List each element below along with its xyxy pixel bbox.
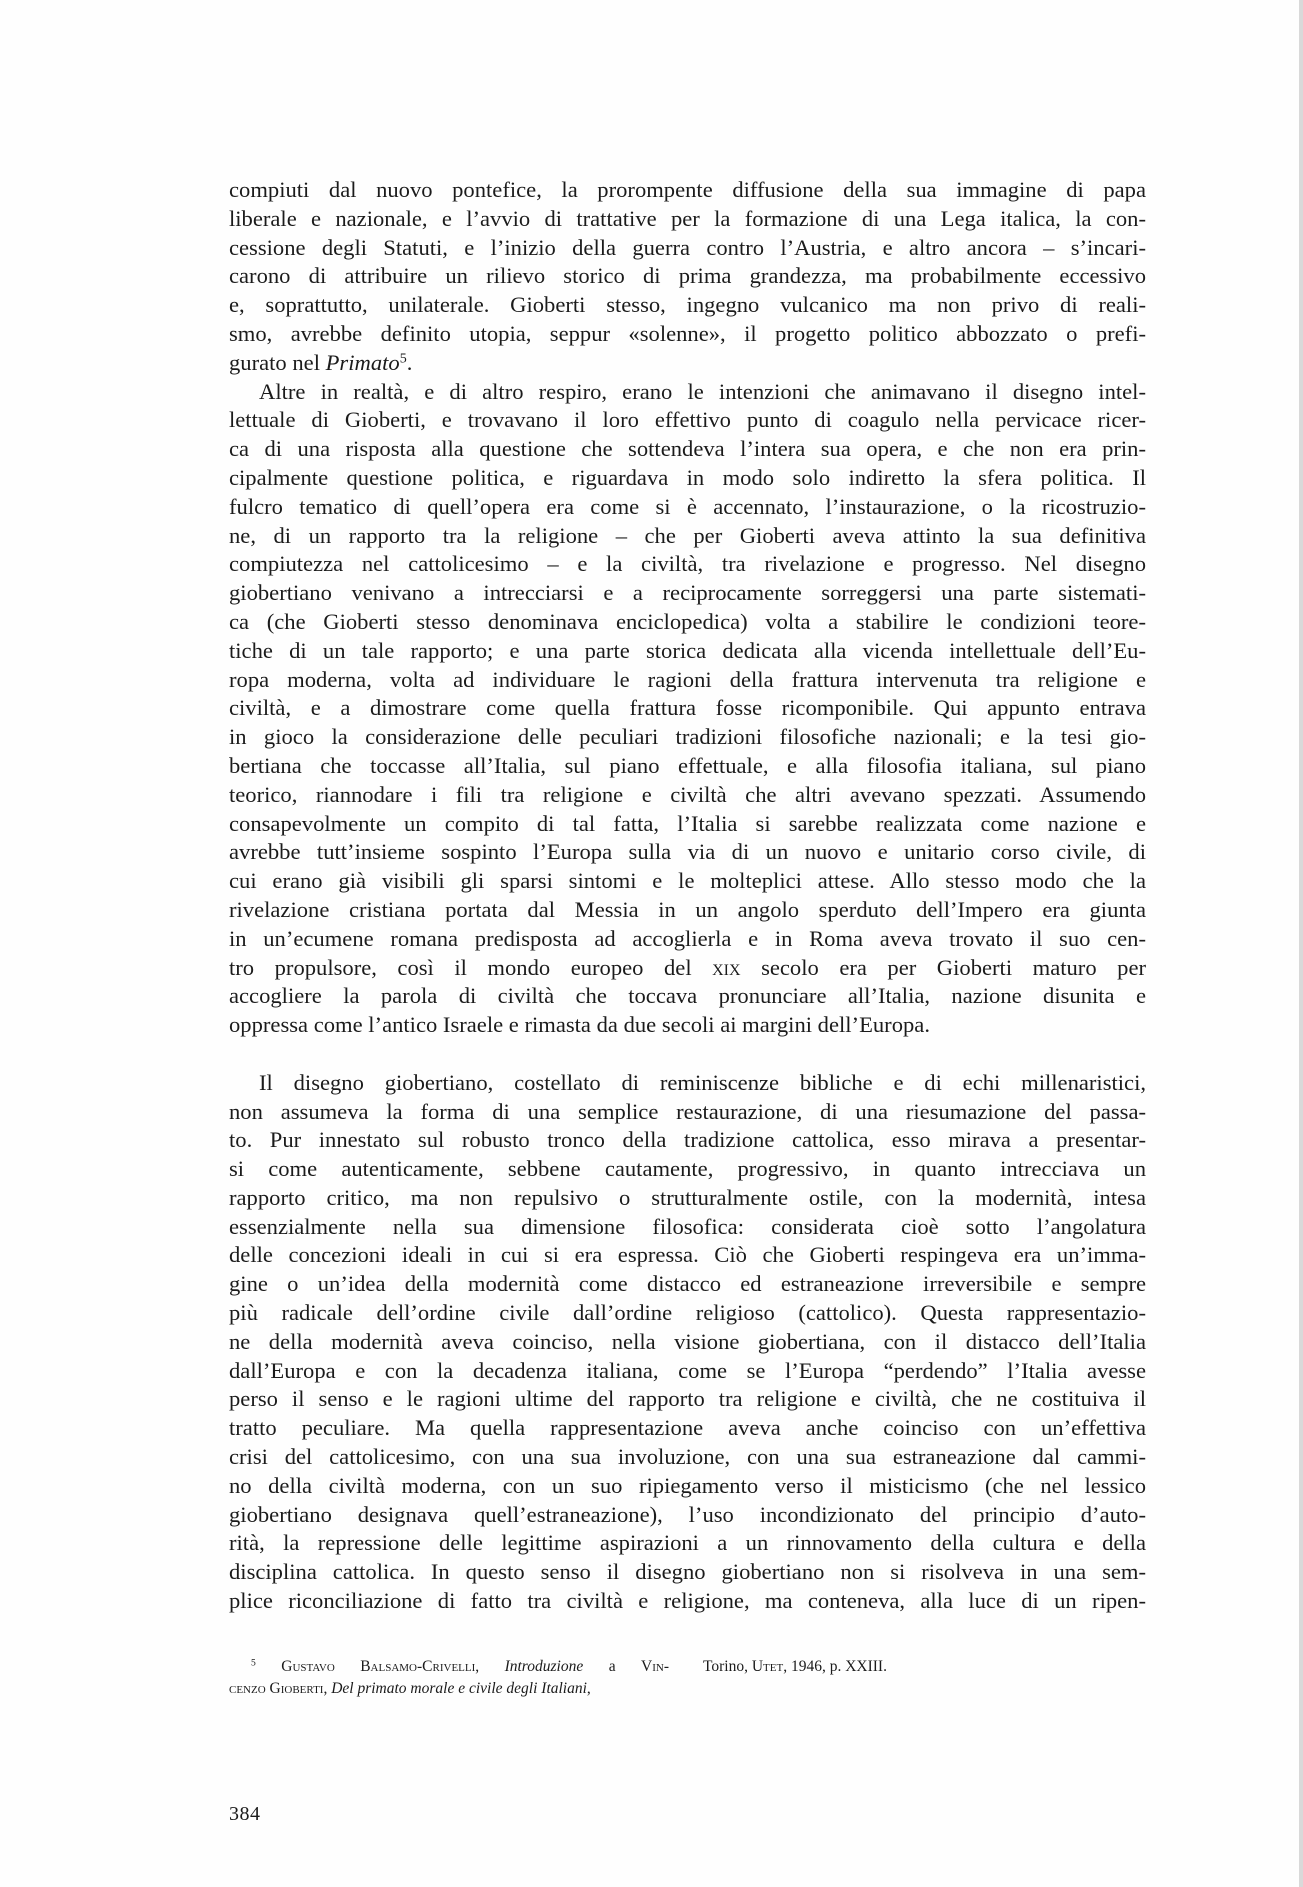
text-line: compiuti dal nuovo pontefice, la prorompente diffusione della sua immagine di papa: [229, 177, 1146, 202]
main-text: [229, 176, 1146, 1616]
text-line: bertiana che toccasse all’Italia, sul piano effettuale, e alla filosofia italiana, sul piano: [229, 752, 1146, 778]
text-line: avrebbe tutt’insieme sospinto l’Europa sulla via di un nuovo e unitario corso civile, di: [229, 839, 1146, 865]
text-line: tiche di un tale rapporto; e una parte storica dedicata alla vicenda intellettuale dell’Eu-: [229, 637, 1146, 663]
text-line: ropa moderna, volta ad individuare le ragioni della frattura intervenuta tra religione e: [229, 666, 1146, 692]
text-line: teorico, riannodare i fili tra religione e civiltà che altri avevano spezzati. Assumendo: [229, 781, 1146, 807]
footnote-publication: [703, 1658, 887, 1675]
text-line: ca (che Gioberti stesso denominava enciclopedica) volta a stabilire le condizioni teore-: [229, 608, 1146, 634]
paragraph-1: [229, 176, 1146, 378]
text-fragment: .: [406, 349, 413, 375]
text-line: cessione degli Statuti, e l’inizio della guerra contro l’Austria, e altro ancora – s’incari-: [229, 234, 1146, 260]
text-line: disciplina cattolica. In questo senso il disegno giobertiano non si risolveva in una sem-: [229, 1559, 1146, 1585]
text-line: accogliere la parola di civiltà che toccava pronunciare all’Italia, nazione disunita e: [229, 983, 1146, 1009]
footnote-author2-part2: cenzo Gioberti: [229, 1680, 324, 1697]
footnote-connector: a: [583, 1658, 642, 1675]
text-line: rivelazione cristiana portata dal Messia in un angolo sperduto dell’Impero era giunta: [229, 896, 1146, 922]
text-fragment: gurato nel: [229, 349, 326, 375]
text-line: rapporto critico, ma non repulsivo o strutturalmente ostile, con la modernità, intesa: [229, 1184, 1146, 1210]
text-line: plice riconciliazione di fatto tra civiltà e religione, ma conteneva, alla luce di un ripen-: [229, 1588, 1146, 1614]
text-line: più radicale dell’ordine civile dall’ordine religioso (cattolico). Questa rappresentazio-: [229, 1300, 1146, 1326]
text-line: lettuale di Gioberti, e trovavano il loro effettivo punto di coagulo nella pervicace ricer-: [229, 407, 1146, 433]
text-line: ca di una risposta alla questione che sottendeva l’intera sua opera, e che non era prin-: [229, 436, 1146, 462]
text-line: no della civiltà moderna, con un suo ripiegamento verso il misticismo (che nel lessico: [229, 1472, 1146, 1498]
text-line: [229, 954, 1146, 983]
text-line: to. Pur innestato sul robusto tronco della tradizione cattolica, esso mirava a presentar-: [229, 1127, 1146, 1153]
footnote-number: 5: [251, 1657, 256, 1669]
text-line: giobertiano designava quell’estraneazione), l’uso incondizionato del principio d’auto-: [229, 1501, 1146, 1527]
text-line: dall’Europa e con la decadenza italiana, come se l’Europa “perdendo” l’Italia avesse: [229, 1357, 1146, 1383]
text-line: gine o un’idea della modernità come distacco ed estraneazione irreversibile e sempre: [229, 1271, 1146, 1297]
text-line: tratto peculiare. Ma quella rappresentazione aveva anche coinciso con un’effettiva: [229, 1415, 1146, 1441]
text-line: in gioco la considerazione delle peculiari tradizioni filosofiche nazionali; e la tesi gio-: [229, 724, 1146, 750]
text-line: delle concezioni ideali in cui si era espressa. Ciò che Gioberti respingeva era un’imma-: [229, 1242, 1146, 1268]
text-line: Altre in realtà, e di altro respiro, erano le intenzioni che animavano il disegno intel-: [259, 378, 1146, 404]
text-line: essenzialmente nella sua dimensione filosofica: considerata cioè sotto l’angolatura: [229, 1213, 1146, 1239]
text-line: civiltà, e a dimostrare come quella frattura fosse ricomponibile. Qui appunto entrava: [229, 695, 1146, 721]
page-edge: [1299, 0, 1303, 1887]
text-line: crisi del cattolicesimo, con una sua involuzione, con una sua estraneazione dal cammi-: [229, 1444, 1146, 1470]
text-line: ne della modernità aveva coinciso, nella visione giobertiana, con il distacco dell’Italia: [229, 1328, 1146, 1354]
century-numeral: xix: [712, 954, 741, 980]
text-line: cipalmente questione politica, e riguardava in modo solo indiretto la sfera politica. Il: [229, 464, 1146, 490]
text-line: Il disegno giobertiano, costellato di reminiscenze bibliche e di echi millenaristici,: [259, 1069, 1146, 1095]
footnote-author: Gustavo Balsamo-Crivelli: [281, 1658, 476, 1675]
text-line: e, soprattutto, unilaterale. Gioberti stesso, ingegno vulcanico ma non privo di reali-: [229, 292, 1146, 318]
footnote-city: Torino,: [703, 1658, 752, 1675]
text-line: compiutezza nel cattolicesimo – e la civiltà, tra rivelazione e progresso. Nel disegno: [229, 551, 1146, 577]
text-line: liberale e nazionale, e l’avvio di trattative per la formazione di una Lega italica, la con-: [229, 205, 1146, 231]
text-line: in un’ecumene romana predisposta ad accoglierla e in Roma aveva trovato il suo cen-: [229, 925, 1146, 951]
footnote-column-right: [703, 1656, 1146, 1678]
paragraph-2: [229, 378, 1146, 1040]
text-line: cui erano già visibili gli sparsi sintomi e le molteplici attese. Allo stesso modo che la: [229, 868, 1146, 894]
section-break: [229, 1040, 1146, 1069]
text-line: [229, 349, 1146, 378]
footnote-reference[interactable]: 5: [399, 351, 407, 367]
paragraph-3: [229, 1069, 1146, 1616]
text-line: smo, avrebbe definito utopia, seppur «solenne», il progetto politico abbozzato o prefi-: [229, 320, 1146, 346]
text-fragment: tro propulsore, così il mondo europeo del: [229, 954, 713, 980]
text-line: perso il senso e le ragioni ultime del rapporto tra religione e civiltà, che ne costituiva il: [229, 1386, 1146, 1412]
footnote-punctuation: ,: [586, 1680, 591, 1697]
footnote-work-title: Del primato morale e civile degli Italiani: [331, 1680, 587, 1697]
text-line: oppressa come l’antico Israele e rimasta da due secoli ai margini dell’Europa.: [229, 1012, 930, 1038]
text-line: si come autenticamente, sebbene cautamente, progressivo, in quanto intrecciava un: [229, 1156, 1146, 1182]
footnote-line: cenzo Gioberti, Del primato morale e civile degli Italiani,: [229, 1680, 591, 1697]
footnote-title: Introduzione: [504, 1658, 584, 1675]
text-line: ne, di un rapporto tra la religione – che per Gioberti aveva attinto la sua definitiva: [229, 522, 1146, 548]
footnote-publication-details: , 1946, p. XXIII.: [783, 1658, 887, 1675]
text-line: giobertiano venivano a intrecciarsi e a reciprocamente sorreggersi una parte sistemati-: [229, 580, 1146, 606]
page-number: 384: [229, 1803, 261, 1825]
footnote-line: $^5$ Gustavo Balsamo-Crivelli, Introduzione a Vin-: [251, 1657, 669, 1675]
text-line: rità, la repressione delle legittime aspirazioni a un rinnovamento della cultura e della: [229, 1530, 1146, 1556]
footnote-publisher: Utet: [751, 1658, 784, 1675]
text-fragment: secolo era per Gioberti maturo per: [740, 954, 1146, 980]
text-line: fulcro tematico di quell’opera era come si è accennato, l’instaurazione, o la ricostruzio-: [229, 493, 1146, 519]
text-line: carono di attribuire un rilievo storico di prima grandezza, ma probabilmente eccessivo: [229, 263, 1146, 289]
text-line: consapevolmente un compito di tal fatta, l’Italia si sarebbe realizzata come nazione e: [229, 810, 1146, 836]
text-line: non assumeva la forma di una semplice restaurazione, di una riesumazione del passa-: [229, 1098, 1146, 1124]
footnote-column-left: [229, 1656, 669, 1700]
footnote-author2-part1: Vin-: [641, 1658, 669, 1675]
book-title-primato: Primato: [325, 349, 400, 375]
